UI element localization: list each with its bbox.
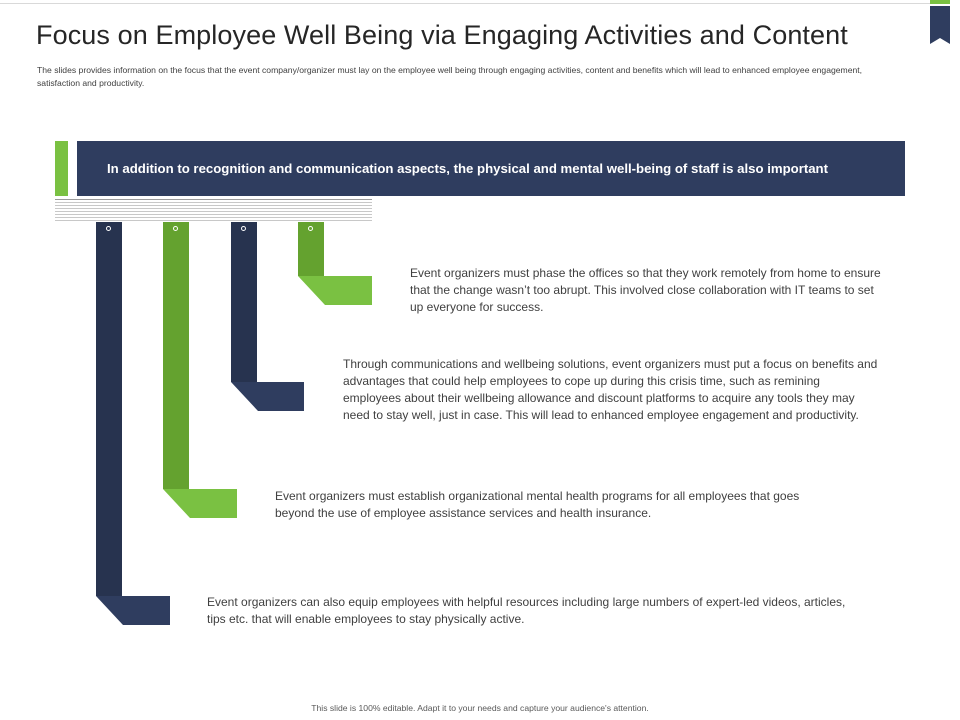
- banner-text: In addition to recognition and communication aspects, the physical and mental well-being of staff is also important: [107, 161, 829, 176]
- decorative-lines: [55, 199, 372, 223]
- bar-dot: [173, 226, 178, 231]
- timeline-flag-2: [163, 489, 237, 518]
- item-text-3: Event organizers must establish organizational mental health programs for all employees that goes beyond the use of employee assistance services and health insurance.: [275, 489, 800, 520]
- item-text-4: Event organizers can also equip employees with helpful resources including large numbers of expert-led videos, articles, tips etc. that will enable employees to stay physically active.: [207, 595, 846, 626]
- timeline-bar-2: [163, 222, 189, 489]
- bar-dot: [308, 226, 313, 231]
- timeline-bar-4: [298, 222, 324, 276]
- timeline-flag-3: [231, 382, 304, 411]
- top-rule: [0, 3, 930, 4]
- slide-subtitle: The slides provides information on the focus that the event company/organizer must lay on the employee well being through engaging activities, content and benefits which will lead to enhanced employee engagement, satisfaction and productivity.: [37, 65, 863, 88]
- slide-footer: This slide is 100% editable. Adapt it to your needs and capture your audience's attention.: [311, 703, 649, 713]
- banner-accent: [55, 141, 68, 196]
- banner: [77, 141, 905, 196]
- bar-dot: [241, 226, 246, 231]
- timeline-bar-3: [231, 222, 257, 382]
- item-text-2: Through communications and wellbeing solutions, event organizers must put a focus on benefits and advantages that could help employees to cope up during this crisis time, such as remining employees about their wellbeing allowance and discount platforms to acquire any tools they may need to stay well, just in case. This will lead to enhanced employee engagement and productivity.: [343, 357, 878, 422]
- slide-title: Focus on Employee Well Being via Engaging Activities and Content: [36, 20, 848, 50]
- timeline-flag-1: [96, 596, 170, 625]
- timeline-bar-1: [96, 222, 122, 596]
- bar-dot: [106, 226, 111, 231]
- item-text-1: Event organizers must phase the offices so that they work remotely from home to ensure that the change wasn’t too abrupt. This involved close collaboration with IT teams to set up everyone for success.: [410, 266, 881, 314]
- bookmark-icon: [930, 0, 950, 44]
- timeline-flag-4: [298, 276, 372, 305]
